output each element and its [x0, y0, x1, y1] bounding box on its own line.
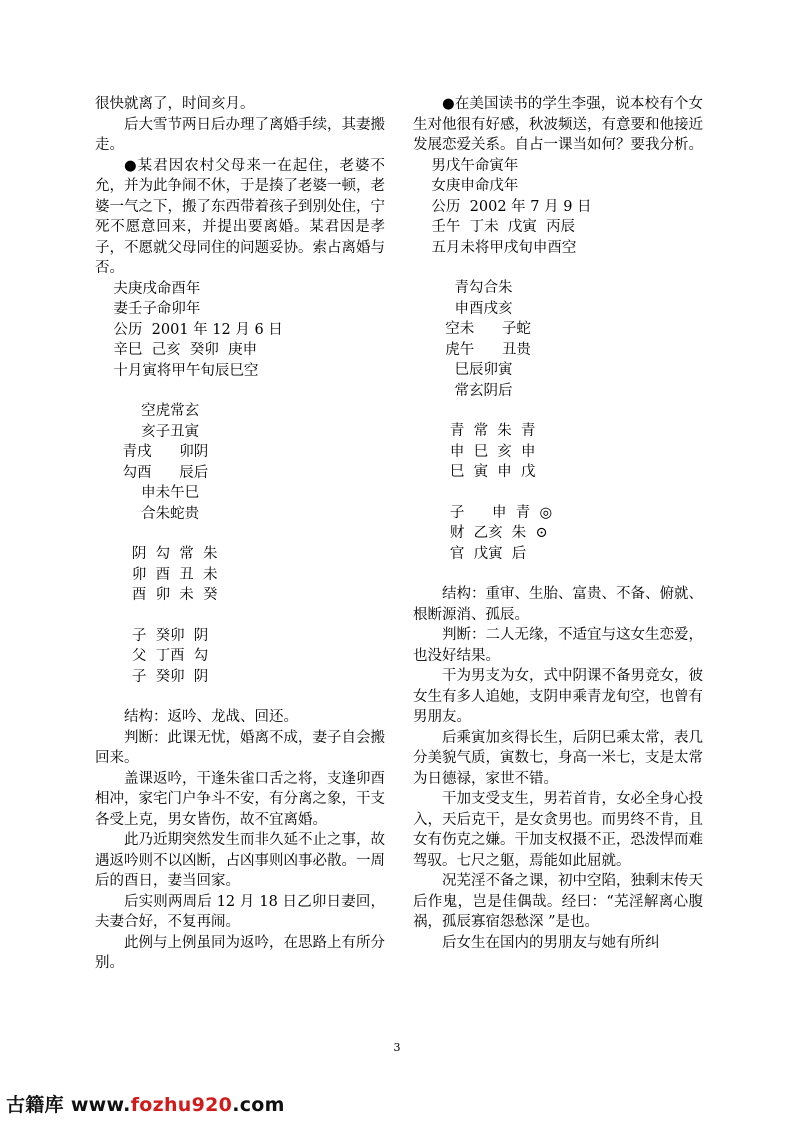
watermark-footer — [6, 1090, 285, 1117]
chart-line: 青戌 卯阴 — [95, 444, 209, 460]
paragraph: 后女生在国内的男朋友与她有所纠 — [442, 934, 660, 951]
chart-line: 申酉戌亥 — [413, 300, 513, 317]
chart-line: 官 戊寅 后 — [413, 545, 527, 562]
chart-line: 财 乙亥 朱 ⊙ — [413, 525, 548, 541]
spacer — [413, 564, 703, 584]
spacer — [95, 524, 385, 544]
paragraph: 判断：二人无缘，不适宜与这女生恋爱，也没好结果。 — [413, 627, 703, 664]
paragraph: 后大雪节两日后办理了离婚手续，其妻搬走。 — [95, 116, 385, 153]
chart-line: 子 癸卯 阴 — [95, 627, 209, 644]
spacer — [95, 687, 385, 707]
chart-line: 申未午巳 — [95, 485, 200, 501]
paragraph: 干加支受支生，男若首肯，女必全身心投入，天后克干，是女贪男也。而男终不肯，且女有伤克之嫌。干加支权摄不正，恐泼悍而难驾驭。七尺之躯，焉能如此屈就。 — [413, 791, 703, 869]
chart-line: 空虎常玄 — [95, 403, 200, 419]
watermark-suffix: .com — [232, 1094, 285, 1116]
chart-line: 壬午 丁未 戊寅 丙辰 — [413, 219, 576, 235]
chart-line: 子 申 青 ◎ — [413, 504, 553, 521]
chart-line: 十月寅将甲午旬辰巳空 — [95, 362, 259, 379]
paragraph: 很快就离了，时间亥月。 — [95, 96, 255, 112]
chart-line: 公历 2001 年 12 月 6 日 — [95, 321, 283, 338]
chart-line: 申 巳 亥 申 — [413, 443, 536, 460]
page-number: 3 — [393, 1041, 401, 1054]
chart-line: 亥子丑寅 — [95, 423, 200, 440]
spacer — [413, 483, 703, 503]
chart-line: 阴 勾 常 朱 — [95, 546, 218, 562]
paragraph: 此例与上例虽同为返吟，在思路上有所分别。 — [95, 934, 385, 971]
chart-line: 父 丁酉 勾 — [95, 648, 209, 664]
chart-line: 夫庚戌命酉年 — [95, 280, 201, 297]
chart-line: 青 常 朱 青 — [413, 423, 536, 439]
chart-line: 公历 2002 年 7 月 9 日 — [413, 198, 592, 215]
spacer — [413, 258, 703, 278]
spacer — [95, 381, 385, 401]
right-column — [413, 94, 703, 953]
paragraph: 此乃近期突然发生而非久延不止之事，故遇返吟则不以凶断，占凶事则凶事必散。一周后的酉日，妻当回家。 — [95, 832, 385, 889]
chart-line: 巳 寅 申 戊 — [413, 464, 536, 480]
chart-line: 五月未将甲戌旬申酉空 — [413, 239, 577, 256]
chart-line: 勾酉 辰后 — [95, 464, 209, 481]
chart-line: 酉 卯 未 癸 — [95, 587, 218, 603]
chart-line: 辛巳 己亥 癸卯 庚申 — [95, 342, 258, 358]
paragraph: 结构：重审、生胎、富贵、不备、俯就、根断源消、孤辰。 — [413, 586, 703, 623]
paragraph: 况芜淫不备之课，初中空陷，独剩末传天后作鬼，岂是佳偶哉。经曰：“芜淫解离心腹祸，孤辰寡宿怨愁深 ”是也。 — [413, 873, 703, 930]
chart-line: 妻壬子命卯年 — [95, 301, 201, 317]
paragraph: ●在美国读书的学生李强，说本校有个女生对他很有好感，秋波频送，有意要和他接近发展恋爱关系。自占一课当如何？要我分析。 — [413, 96, 703, 153]
paragraph: 干为男支为女，式中阴课不备男竞女，彼女生有多人追她，支阴申乘青龙旬空，也曾有男朋友。 — [413, 668, 703, 725]
chart-line: 常玄阴后 — [413, 382, 513, 399]
left-column — [95, 94, 385, 974]
chart-line: 虎午 丑贵 — [413, 341, 531, 358]
chart-line: 女庚申命戊年 — [413, 178, 519, 194]
paragraph: ●某君因农村父母来一在起住，老婆不允，并为此争闹不休，于是揍了老婆一顿，老婆一气之下，搬了东西带着孩子到别处住，宁死不愿意回来，并提出要离婚。某君因是孝子，不愿就父母同住的问题妥协。索占离婚与否。 — [95, 157, 385, 276]
chart-line: 青勾合朱 — [413, 280, 513, 296]
paragraph: 盖课返吟，干逢朱雀口舌之将，支逢卯酉相冲，家宅门户争斗不安，有分离之象，干支各受上克，男女皆伤，故不宜离婚。 — [95, 770, 385, 828]
chart-line: 男戊午命寅年 — [413, 157, 519, 174]
paragraph: 后实则两周后 12 月 18 日乙卯日妻回，夫妻合好，不复再闹。 — [95, 893, 385, 930]
chart-line: 卯 酉 丑 未 — [95, 566, 218, 583]
chart-line: 巳辰卯寅 — [413, 362, 513, 378]
chart-line: 空未 子蛇 — [413, 321, 531, 337]
paragraph: 判断：此课无忧，婚离不成，妻子自会搬回来。 — [95, 729, 385, 766]
chart-line: 子 癸卯 阴 — [95, 668, 209, 685]
paragraph: 结构：返吟、龙战、回还。 — [124, 709, 298, 725]
spacer — [95, 606, 385, 626]
watermark-prefix: 古籍库 www. — [6, 1094, 131, 1116]
watermark-domain: fozhu920 — [130, 1094, 233, 1116]
spacer — [413, 401, 703, 421]
paragraph: 后乘寅加亥得长生，后阴巳乘太常，表几分美貌气质，寅数七，身高一米七，支是太常为日德禄，家世不错。 — [413, 729, 703, 787]
chart-line: 合朱蛇贵 — [95, 505, 200, 522]
